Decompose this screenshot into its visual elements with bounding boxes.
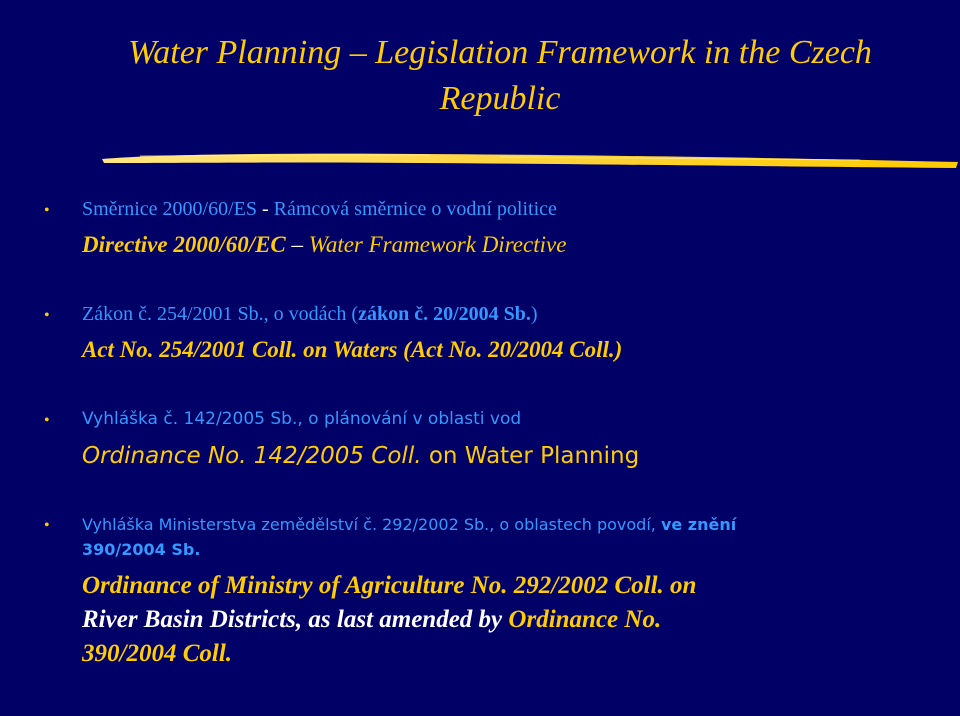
item-1-en-c: Water Framework Directive [308,232,567,257]
bullet-3: • [44,412,50,429]
item-4-en-d: Ordinance No. [508,606,662,633]
item-1-cz-b: - [256,198,274,220]
item-4-english-line-1 [82,572,696,600]
bullet-4: • [44,517,50,534]
item-2-en-d: ) [614,337,623,362]
item-4-en-a: Ordinance of Ministry of Agriculture No. 292/2002 Coll. [82,572,664,599]
item-2-english [82,337,622,363]
title-underline-brush [100,148,960,170]
item-4-cz-b: , o oblastech povodí, [489,515,661,534]
item-2-en-b: on Waters ( [297,337,411,362]
slide-title [60,30,940,122]
item-2-cz-b: , o vodách ( [263,303,359,325]
title-line-2: Republic [439,80,561,117]
item-1-english [82,232,566,258]
bullet-2: • [44,307,50,324]
item-4-english-line-2 [82,606,661,634]
item-3-english [82,443,639,469]
item-2-cz-a: Zákon č. 254/2001 Sb. [82,303,264,325]
item-4-en-b: on [663,572,697,599]
item-1-en-a: Directive 2000/60/EC [82,232,286,257]
item-1-en-b: – [285,232,309,257]
item-1-cz-c: Rámcová směrnice o vodní politice [273,198,557,220]
item-3-en-b: on Water Planning [421,443,640,469]
item-3-cz-b: , o plánování v oblasti vod [297,409,522,429]
item-2-cz-c: zákon č. 20/2004 Sb. [358,303,531,325]
item-1-cz-a: Směrnice 2000/60/ES [82,198,257,220]
item-4-en-c: River Basin Districts, as last amended by [82,606,509,633]
item-4-czech-line-2 [82,540,200,559]
item-1-czech [82,198,557,221]
item-4-cz-a: Vyhláška Ministerstva zemědělství č. 292/2002 Sb. [82,515,490,534]
item-2-en-a: Act No. 254/2001 Coll. [82,337,298,362]
title-line-1: Water Planning – Legislation Framework in the Czech [128,34,872,71]
bullet-1: • [44,202,50,219]
item-4-en-e: 390/2004 Coll. [82,640,233,667]
item-2-cz-d: ) [530,303,538,325]
item-2-en-c: Act No. 20/2004 Coll. [410,337,615,362]
item-4-english-line-3 [82,640,232,668]
item-3-cz-a: Vyhláška č. 142/2005 Sb. [82,409,298,429]
item-2-czech [82,303,538,326]
item-4-czech-line-1 [82,515,736,534]
item-4-cz-d: 390/2004 Sb. [82,540,201,559]
item-3-czech [82,409,521,429]
item-4-cz-c: ve znění [660,515,737,534]
item-3-en-a: Ordinance No. 142/2005 Coll. [82,443,422,469]
